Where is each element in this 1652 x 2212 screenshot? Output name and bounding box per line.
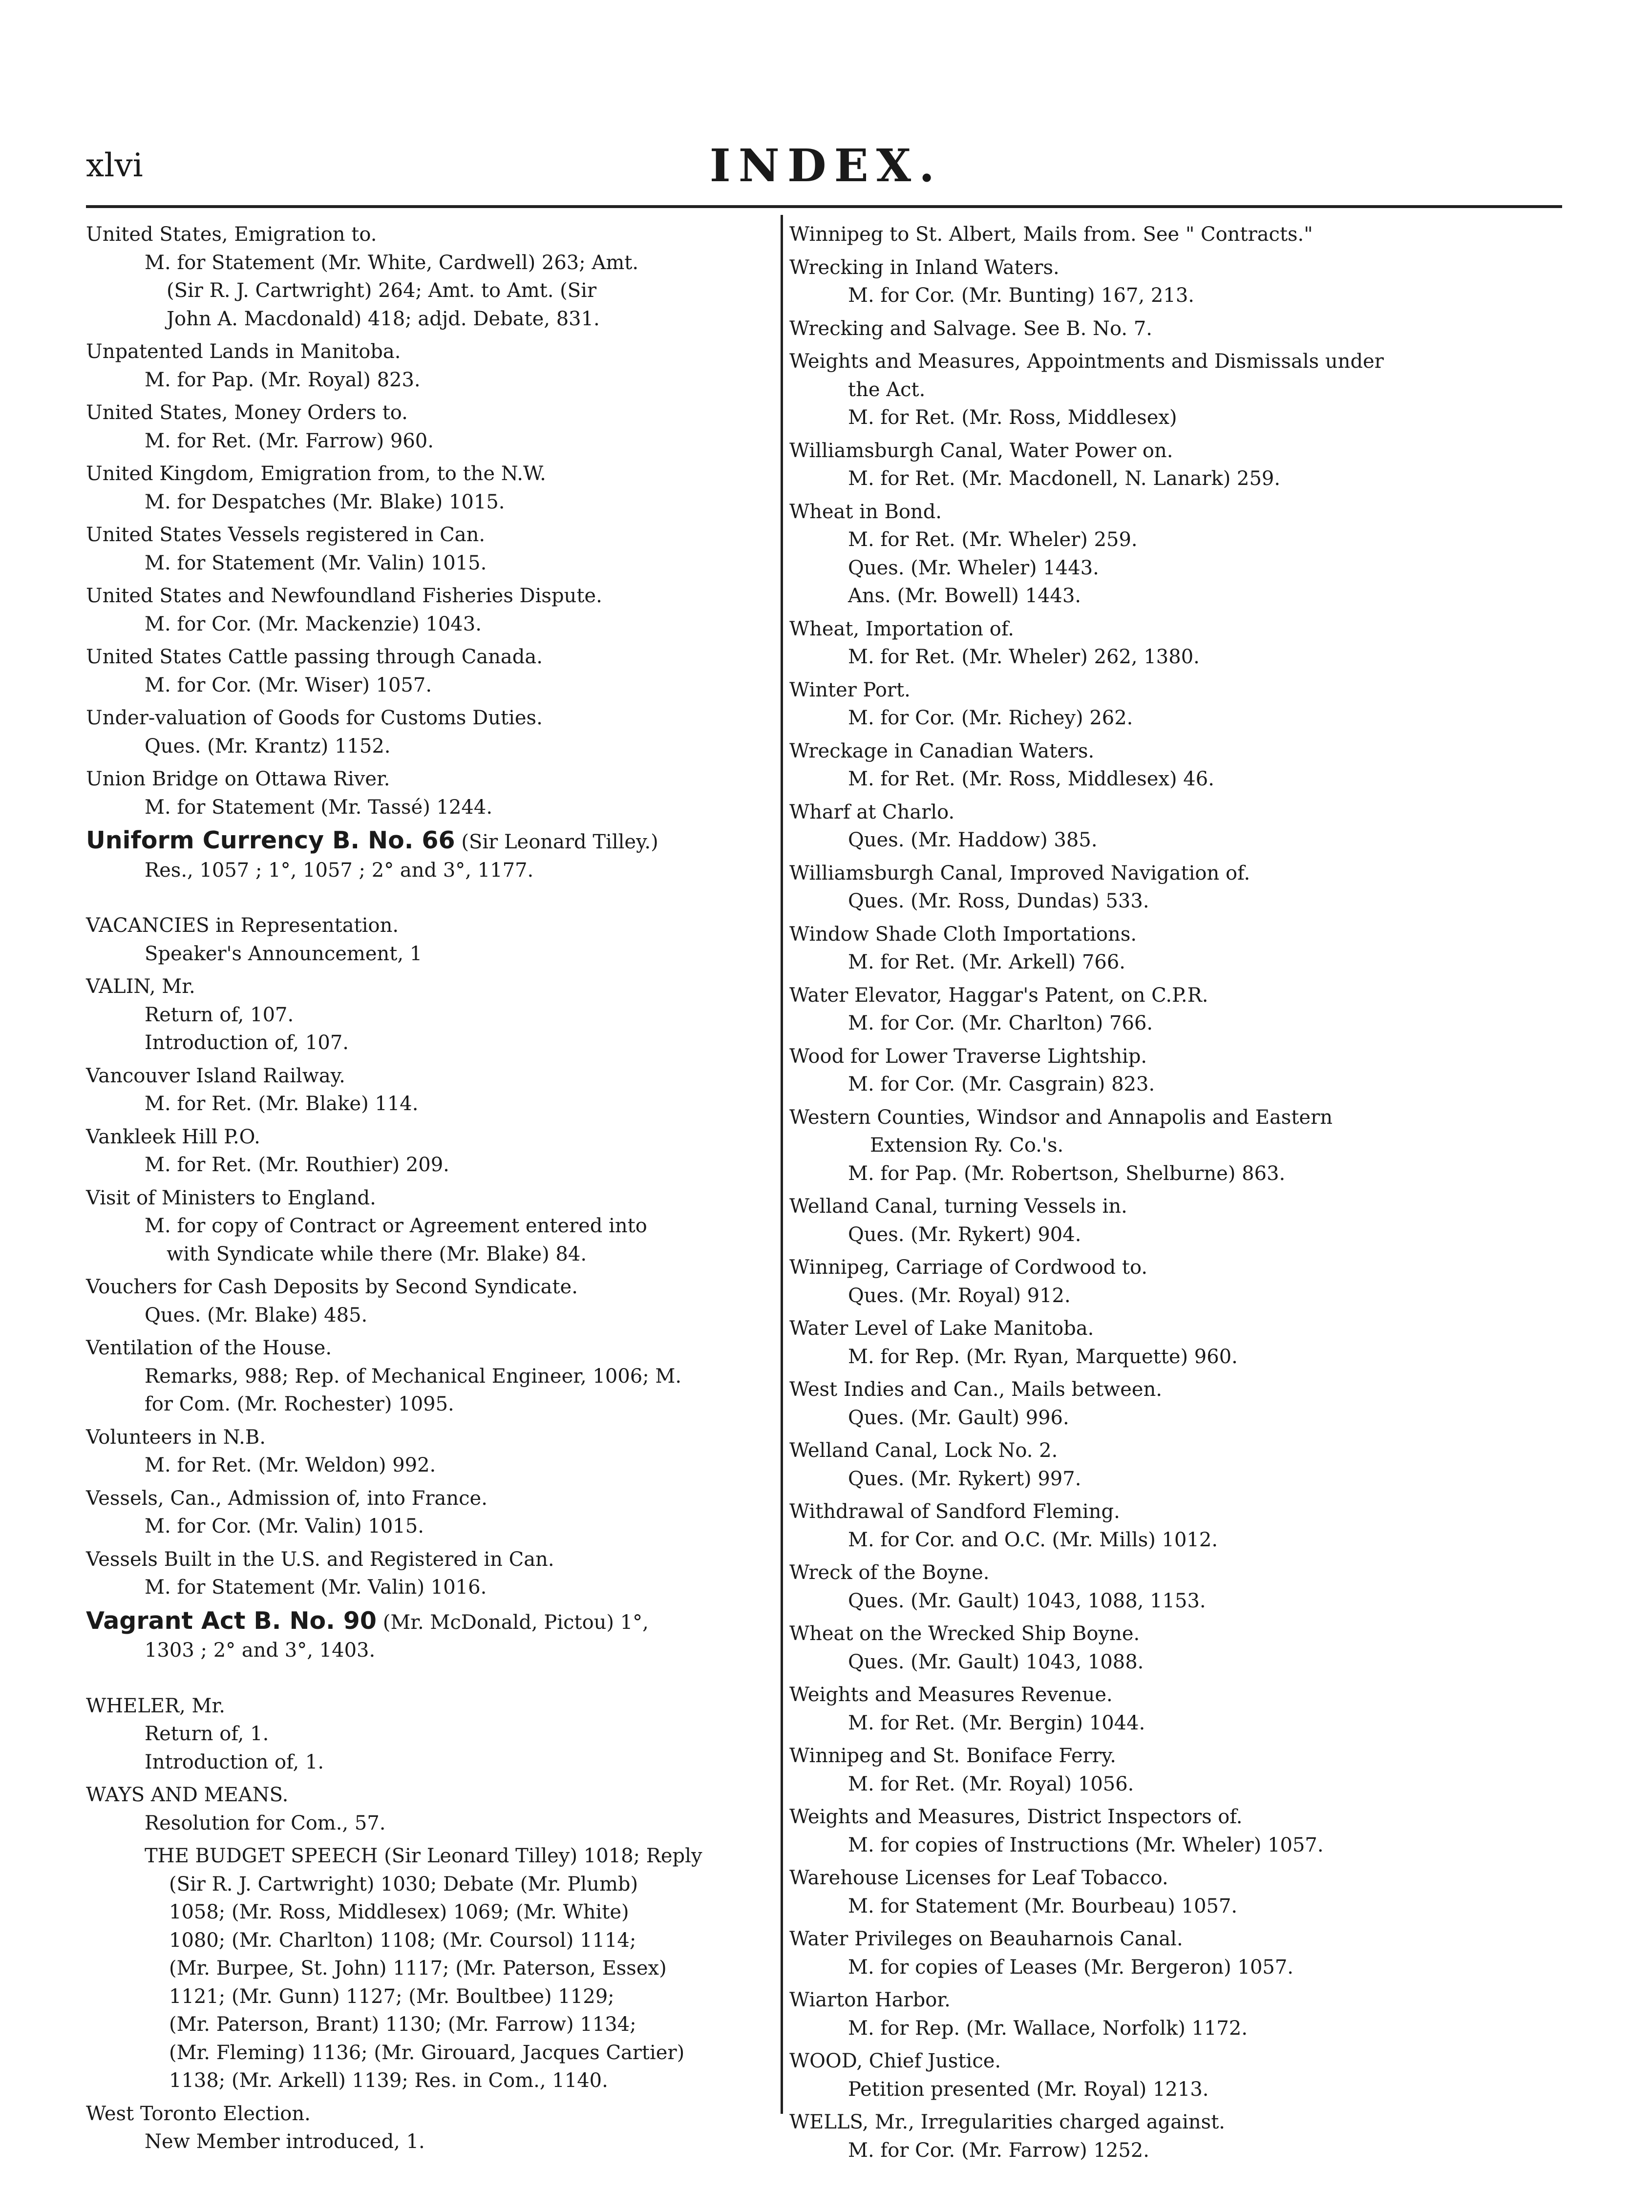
entry-heading: Withdrawal of Sandford Fleming.: [789, 1500, 1120, 1523]
index-entry: [86, 2100, 767, 2156]
entry-heading: Unpatented Lands in Manitoba.: [86, 340, 401, 363]
entry-heading: WHELER, Mr.: [86, 1694, 225, 1717]
entry-reference: Ques. (Mr. Gault) 996.: [848, 1406, 1069, 1429]
index-entry: [86, 1607, 767, 1665]
entry-heading: United States and Newfoundland Fisheries Dispute.: [86, 585, 602, 607]
entry-heading: THE BUDGET SPEECH (Sir Leonard Tilley) 1018; Reply: [145, 1845, 702, 1867]
entry-reference: John A. Macdonald) 418; adjd. Debate, 831.: [167, 307, 600, 330]
entry-reference: Ques. (Mr. Wheler) 1443.: [848, 556, 1099, 579]
index-entry: [789, 1376, 1551, 1432]
entry-heading: Wrecking in Inland Waters.: [789, 256, 1059, 279]
entry-reference: 1138; (Mr. Arkell) 1139; Res. in Com., 1140.: [169, 2069, 608, 2092]
bill-sponsor: (Mr. McDonald, Pictou) 1°,: [377, 1611, 649, 1634]
entry-reference: Res., 1057 ; 1°, 1057 ; 2° and 3°, 1177.: [145, 859, 534, 882]
entry-heading: Wiarton Harbor.: [789, 1989, 951, 2011]
entry-heading: Western Counties, Windsor and Annapolis and Eastern: [789, 1106, 1333, 1129]
entry-heading: Weights and Measures Revenue.: [789, 1684, 1113, 1706]
entry-heading: United States, Money Orders to.: [86, 401, 408, 424]
index-entry: [789, 1559, 1551, 1615]
entry-reference: M. for copies of Leases (Mr. Bergeron) 1057.: [848, 1956, 1294, 1979]
index-entry: [789, 437, 1551, 493]
entry-reference: M. for Ret. (Mr. Farrow) 960.: [145, 429, 434, 452]
index-entry: [789, 221, 1551, 249]
entry-heading: Winnipeg to St. Albert, Mails from. See " Contracts.": [789, 223, 1313, 246]
entry-heading: Union Bridge on Ottawa River.: [86, 768, 390, 790]
entry-heading: Wheat, Importation of.: [789, 617, 1014, 640]
entry-reference: (Sir R. J. Cartwright) 264; Amt. to Amt. (Sir: [167, 279, 597, 302]
entry-reference: Return of, 1.: [145, 1723, 269, 1745]
entry-heading: Water Elevator, Haggar's Patent, on C.P.R.: [789, 984, 1208, 1007]
index-entry: [789, 1864, 1551, 1920]
column-divider: [781, 215, 783, 2114]
index-entry: [86, 1842, 767, 2095]
entry-heading: Welland Canal, Lock No. 2.: [789, 1439, 1058, 1462]
index-entry: [86, 765, 767, 822]
index-entry: [789, 1043, 1551, 1099]
entry-heading: [86, 826, 767, 857]
entry-heading: Winnipeg, Carriage of Cordwood to.: [789, 1256, 1148, 1279]
entry-reference: Introduction of, 1.: [145, 1750, 324, 1773]
index-entry: [86, 582, 767, 638]
index-entry: [789, 1437, 1551, 1493]
entry-heading: Wood for Lower Traverse Lightship.: [789, 1045, 1147, 1068]
entry-reference: M. for Statement (Mr. Valin) 1016.: [145, 1576, 487, 1599]
entry-reference: Ques. (Mr. Rykert) 904.: [848, 1223, 1081, 1246]
index-entry: [86, 704, 767, 760]
entry-reference: (Mr. Fleming) 1136; (Mr. Girouard, Jacques Cartier): [169, 2041, 685, 2064]
entry-reference: M. for Cor. and O.C. (Mr. Mills) 1012.: [848, 1528, 1218, 1551]
entry-reference: the Act.: [848, 378, 926, 401]
index-entry: [789, 2047, 1551, 2104]
index-entry: [789, 615, 1551, 672]
entry-reference: M. for Cor. (Mr. Mackenzie) 1043.: [145, 612, 482, 635]
entry-heading: Visit of Ministers to England.: [86, 1186, 376, 1209]
entry-reference: Petition presented (Mr. Royal) 1213.: [848, 2078, 1209, 2101]
entry-reference: M. for Cor. (Mr. Bunting) 167, 213.: [848, 284, 1194, 307]
entry-reference: (Mr. Burpee, St. John) 1117; (Mr. Paterson, Essex): [169, 1957, 667, 1980]
entry-reference: M. for Statement (Mr. Bourbeau) 1057.: [848, 1895, 1238, 1917]
index-entry: [86, 1334, 767, 1419]
entry-reference: M. for Statement (Mr. Valin) 1015.: [145, 551, 487, 574]
index-entry: [86, 973, 767, 1057]
index-entry: [86, 399, 767, 455]
entry-reference: M. for Ret. (Mr. Bergin) 1044.: [848, 1711, 1145, 1734]
page-number: xlvi: [86, 147, 143, 184]
entry-heading: Welland Canal, turning Vessels in.: [789, 1195, 1127, 1218]
index-entry: [789, 498, 1551, 611]
entry-reference: M. for Cor. (Mr. Casgrain) 823.: [848, 1073, 1155, 1095]
index-entry: [789, 1681, 1551, 1737]
entry-heading: Wheat in Bond.: [789, 500, 942, 523]
entry-heading: Wrecking and Salvage. See B. No. 7.: [789, 317, 1153, 340]
index-entry: [789, 1104, 1551, 1188]
entry-reference: 1303 ; 2° and 3°, 1403.: [145, 1639, 376, 1662]
entry-reference: M. for Ret. (Mr. Ross, Middlesex): [848, 406, 1177, 429]
index-entry: [86, 338, 767, 394]
entry-reference: M. for Cor. (Mr. Wiser) 1057.: [145, 674, 432, 696]
entry-reference: M. for Ret. (Mr. Wheler) 259.: [848, 528, 1138, 551]
entry-heading: [86, 1607, 767, 1637]
entry-heading: Wreck of the Boyne.: [789, 1561, 990, 1584]
entry-heading: Wheat on the Wrecked Ship Boyne.: [789, 1622, 1140, 1645]
bill-title: Uniform Currency B. No. 66: [86, 826, 455, 854]
index-entry: [789, 860, 1551, 916]
index-entry: [86, 826, 767, 885]
entry-reference: M. for Rep. (Mr. Wallace, Norfolk) 1172.: [848, 2017, 1248, 2040]
entry-heading: United States Cattle passing through Canada.: [86, 646, 543, 668]
index-entry: [789, 254, 1551, 310]
entry-reference: Ques. (Mr. Krantz) 1152.: [145, 735, 391, 758]
entry-heading: WOOD, Chief Justice.: [789, 2050, 1001, 2072]
entry-heading: Winnipeg and St. Boniface Ferry.: [789, 1745, 1116, 1767]
entry-reference: M. for Pap. (Mr. Robertson, Shelburne) 863.: [848, 1162, 1286, 1185]
index-entry: [789, 1803, 1551, 1859]
bill-sponsor: (Sir Leonard Tilley.): [455, 831, 658, 853]
entry-reference: Extension Ry. Co.'s.: [870, 1134, 1064, 1157]
entry-reference: Ans. (Mr. Bowell) 1443.: [848, 585, 1081, 607]
entry-heading: Weights and Measures, Appointments and Dismissals under: [789, 350, 1384, 373]
entry-reference: (Mr. Paterson, Brant) 1130; (Mr. Farrow) 1134;: [169, 2013, 636, 2036]
index-entry: [86, 1424, 767, 1480]
entry-reference: M. for Ret. (Mr. Arkell) 766.: [848, 951, 1126, 973]
entry-heading: West Indies and Can., Mails between.: [789, 1378, 1163, 1401]
index-entry: [86, 1781, 767, 1837]
entry-reference: 1058; (Mr. Ross, Middlesex) 1069; (Mr. White): [169, 1901, 629, 1923]
entry-heading: United Kingdom, Emigration from, to the N.W.: [86, 463, 546, 485]
entry-reference: M. for Ret. (Mr. Weldon) 992.: [145, 1454, 436, 1476]
entry-reference: with Syndicate while there (Mr. Blake) 84.: [167, 1243, 587, 1265]
section-gap: [86, 889, 767, 912]
index-entry: [789, 799, 1551, 855]
entry-heading: Wharf at Charlo.: [789, 801, 955, 823]
entry-reference: M. for Ret. (Mr. Routhier) 209.: [145, 1154, 449, 1176]
entry-reference: Return of, 107.: [145, 1003, 294, 1026]
index-entry: [789, 2108, 1551, 2165]
entry-heading: Window Shade Cloth Importations.: [789, 923, 1137, 946]
index-entry: [86, 1123, 767, 1180]
entry-heading: United States, Emigration to.: [86, 223, 377, 246]
entry-heading: Vankleek Hill P.O.: [86, 1125, 260, 1148]
entry-reference: Ques. (Mr. Rykert) 997.: [848, 1467, 1081, 1490]
entry-reference: M. for Ret. (Mr. Blake) 114.: [145, 1093, 419, 1115]
entry-heading: Ventilation of the House.: [86, 1337, 332, 1359]
page-title: INDEX.: [709, 139, 943, 192]
entry-reference: (Sir R. J. Cartwright) 1030; Debate (Mr. Plumb): [169, 1873, 638, 1896]
entry-reference: New Member introduced, 1.: [145, 2130, 425, 2153]
entry-reference: Ques. (Mr. Haddow) 385.: [848, 829, 1098, 851]
index-entry: [86, 221, 767, 333]
entry-reference: M. for Ret. (Mr. Macdonell, N. Lanark) 259.: [848, 467, 1281, 490]
entry-reference: Remarks, 988; Rep. of Mechanical Engineer, 1006; M.: [145, 1365, 682, 1388]
index-entry: [86, 460, 767, 516]
entry-reference: M. for Ret. (Mr. Wheler) 262, 1380.: [848, 646, 1200, 668]
entry-reference: Resolution for Com., 57.: [145, 1812, 386, 1834]
index-entry: [789, 315, 1551, 343]
entry-reference: M. for Statement (Mr. White, Cardwell) 263; Amt.: [145, 251, 639, 274]
bill-title: Vagrant Act B. No. 90: [86, 1606, 377, 1635]
entry-heading: Water Level of Lake Manitoba.: [789, 1317, 1094, 1340]
entry-reference: M. for copies of Instructions (Mr. Wheler) 1057.: [848, 1833, 1324, 1856]
entry-reference: Ques. (Mr. Blake) 485.: [145, 1304, 368, 1327]
index-entry: [789, 921, 1551, 977]
index-entry: [789, 1498, 1551, 1554]
index-entry: [86, 1692, 767, 1777]
entry-reference: M. for Despatches (Mr. Blake) 1015.: [145, 490, 505, 513]
index-entry: [789, 676, 1551, 733]
index-entry: [789, 1742, 1551, 1798]
entry-heading: Vessels Built in the U.S. and Registered in Can.: [86, 1548, 554, 1571]
entry-reference: M. for Cor. (Mr. Charlton) 766.: [848, 1012, 1153, 1034]
index-entry: [789, 737, 1551, 794]
entry-reference: Ques. (Mr. Royal) 912.: [848, 1284, 1071, 1307]
entry-reference: Ques. (Mr. Gault) 1043, 1088.: [848, 1650, 1144, 1673]
entry-heading: Weights and Measures, District Inspectors of.: [789, 1806, 1243, 1828]
entry-heading: Winter Port.: [789, 678, 911, 701]
index-entry: [789, 1925, 1551, 1981]
entry-reference: M. for Ret. (Mr. Royal) 1056.: [848, 1772, 1134, 1795]
entry-reference: M. for Statement (Mr. Tassé) 1244.: [145, 796, 493, 819]
index-entry: [86, 1062, 767, 1118]
entry-heading: Under-valuation of Goods for Customs Duties.: [86, 707, 543, 729]
entry-reference: M. for Cor. (Mr. Richey) 262.: [848, 707, 1133, 729]
index-entry: [86, 1273, 767, 1329]
entry-reference: Ques. (Mr. Ross, Dundas) 533.: [848, 890, 1149, 912]
entry-heading: Wreckage in Canadian Waters.: [789, 739, 1095, 762]
entry-heading: Williamsburgh Canal, Water Power on.: [789, 439, 1173, 462]
entry-heading: Water Privileges on Beauharnois Canal.: [789, 1928, 1183, 1950]
index-entry: [789, 1620, 1551, 1676]
index-entry: [789, 1254, 1551, 1310]
index-entry: [789, 348, 1551, 432]
entry-reference: M. for copy of Contract or Agreement entered into: [145, 1215, 647, 1237]
index-entry: [789, 1193, 1551, 1249]
entry-reference: M. for Rep. (Mr. Ryan, Marquette) 960.: [848, 1345, 1238, 1368]
entry-heading: Volunteers in N.B.: [86, 1426, 266, 1449]
index-entry: [86, 1546, 767, 1602]
entry-reference: Introduction of, 107.: [145, 1032, 349, 1054]
entry-heading: WELLS, Mr., Irregularities charged against.: [789, 2111, 1225, 2133]
entry-reference: M. for Cor. (Mr. Farrow) 1252.: [848, 2139, 1149, 2162]
index-entry: [86, 1184, 767, 1269]
header-rule: [86, 205, 1562, 208]
entry-heading: West Toronto Election.: [86, 2102, 311, 2125]
index-entry: [789, 982, 1551, 1038]
right-column: [789, 221, 1551, 2170]
entry-heading: Warehouse Licenses for Leaf Tobacco.: [789, 1867, 1168, 1889]
entry-heading: VALIN, Mr.: [86, 975, 195, 998]
entry-heading: Williamsburgh Canal, Improved Navigation of.: [789, 862, 1250, 885]
entry-reference: for Com. (Mr. Rochester) 1095.: [145, 1393, 454, 1415]
index-entry: [789, 1315, 1551, 1371]
entry-heading: WAYS AND MEANS.: [86, 1784, 289, 1806]
entry-heading: United States Vessels registered in Can.: [86, 524, 486, 546]
left-column: [86, 221, 767, 2161]
section-gap: [86, 1670, 767, 1692]
entry-heading: Vouchers for Cash Deposits by Second Syndicate.: [86, 1276, 578, 1298]
index-entry: [789, 1986, 1551, 2043]
entry-reference: M. for Cor. (Mr. Valin) 1015.: [145, 1515, 424, 1538]
entry-reference: 1080; (Mr. Charlton) 1108; (Mr. Coursol) 1114;: [169, 1929, 636, 1952]
entry-heading: Vessels, Can., Admission of, into France.: [86, 1487, 487, 1510]
index-entry: [86, 1485, 767, 1541]
entry-reference: M. for Pap. (Mr. Royal) 823.: [145, 368, 421, 391]
entry-reference: 1121; (Mr. Gunn) 1127; (Mr. Boultbee) 1129;: [169, 1985, 614, 2008]
index-entry: [86, 521, 767, 577]
entry-heading: VACANCIES in Representation.: [86, 914, 399, 937]
index-entry: [86, 912, 767, 968]
entry-heading: Vancouver Island Railway.: [86, 1064, 345, 1087]
entry-reference: Ques. (Mr. Gault) 1043, 1088, 1153.: [848, 1589, 1206, 1612]
entry-reference: Speaker's Announcement, 1: [145, 942, 423, 965]
index-entry: [86, 643, 767, 699]
entry-reference: M. for Ret. (Mr. Ross, Middlesex) 46.: [848, 768, 1214, 790]
